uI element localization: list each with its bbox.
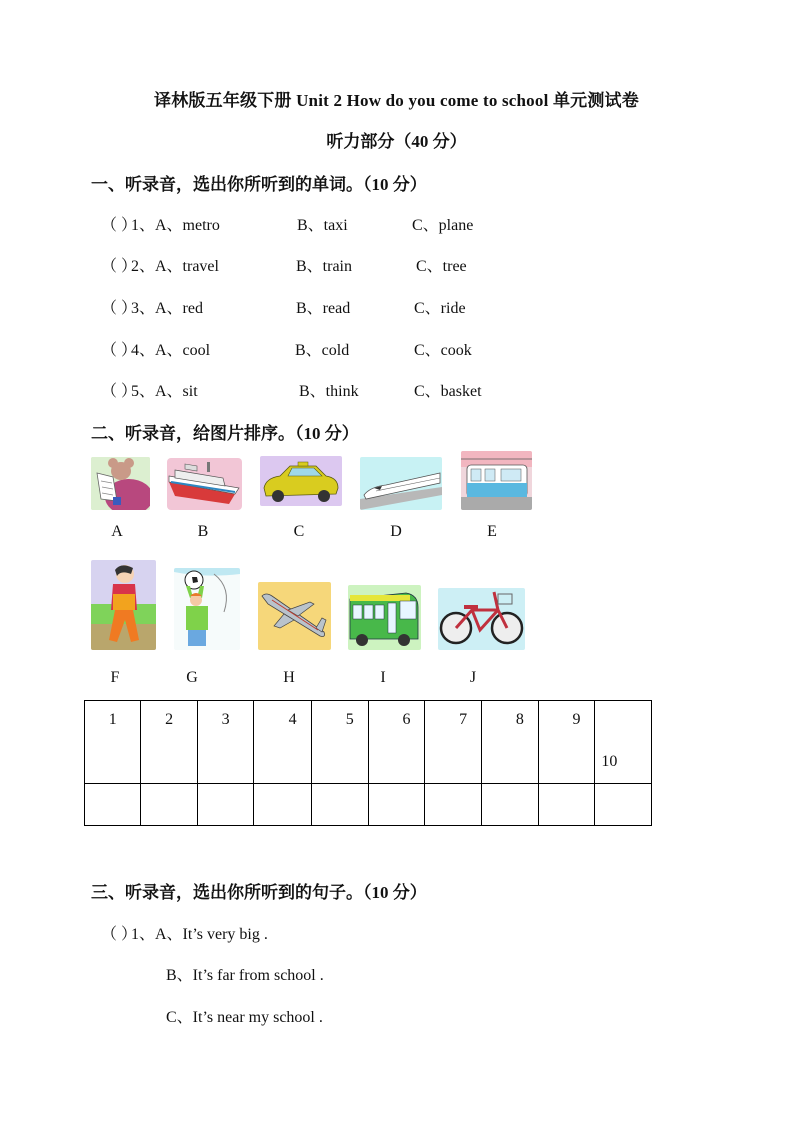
order-number: 5 (345, 711, 354, 728)
picture-label-f: F (110, 669, 120, 686)
picture-f-girl-walking (91, 560, 156, 650)
answer-blank[interactable]: （ ） (101, 258, 138, 275)
page-title: 译林版五年级下册 Unit 2 How do you come to school 单元测试卷 (154, 91, 639, 110)
table-header-row (85, 701, 652, 784)
section2-heading: 二、听录音，给图片排序。（10 分） (91, 424, 359, 443)
option-b: B、train (296, 258, 352, 275)
picture-label-d: D (390, 523, 402, 540)
ship-icon (167, 458, 242, 510)
page-subtitle: 听力部分（40 分） (326, 132, 467, 151)
table-cell (85, 701, 141, 784)
table-cell (425, 701, 482, 784)
picture-i-bus (348, 585, 421, 650)
picture-label-h: H (283, 669, 295, 686)
option-a: 1、A、metro (131, 217, 220, 234)
picture-e-metro (461, 451, 532, 510)
girl-walking-icon (91, 560, 156, 650)
answer-cell[interactable] (425, 784, 482, 826)
picture-b-ship (167, 458, 242, 510)
bike-icon (438, 588, 525, 650)
picture-label-i: I (380, 669, 386, 686)
metro-icon (461, 451, 532, 510)
answer-cell[interactable] (197, 784, 253, 826)
table-cell (254, 701, 312, 784)
option-a: 3、A、red (131, 300, 203, 317)
table-answer-row (85, 784, 652, 826)
picture-h-plane (258, 582, 331, 650)
option-b: B、taxi (297, 217, 348, 234)
order-number: 9 (572, 711, 581, 728)
option-b: B、read (296, 300, 351, 317)
table-cell (481, 701, 538, 784)
answer-blank[interactable]: （ ） (101, 383, 138, 400)
football-player-icon (174, 568, 240, 650)
order-number: 3 (221, 711, 230, 728)
picture-label-j: J (469, 669, 477, 686)
order-number: 6 (402, 711, 411, 728)
picture-label-g: G (186, 669, 198, 686)
picture-label-c: C (293, 523, 305, 540)
option-a: 4、A、cool (131, 342, 211, 359)
ordering-answer-table (84, 700, 652, 826)
order-number: 2 (165, 711, 174, 728)
picture-label-e: E (487, 523, 497, 540)
picture-j-bike (438, 588, 525, 650)
answer-cell[interactable] (254, 784, 312, 826)
order-number: 4 (288, 711, 297, 728)
answer-blank[interactable]: （ ） (101, 300, 138, 317)
order-number: 1 (108, 711, 117, 728)
answer-cell[interactable] (368, 784, 425, 826)
option-c: C、It’s near my school . (166, 1009, 323, 1026)
plane-icon (258, 582, 331, 650)
bus-icon (348, 585, 421, 650)
option-a: 2、A、travel (131, 258, 219, 275)
order-number: 7 (459, 711, 468, 728)
picture-d-high-speed-train (360, 457, 442, 510)
picture-a-mouse-reading (91, 457, 150, 510)
option-c: C、ride (414, 300, 466, 317)
option-b: B、It’s far from school . (166, 967, 324, 984)
table-cell (311, 701, 368, 784)
option-b: B、cold (295, 342, 350, 359)
answer-cell[interactable] (481, 784, 538, 826)
table-cell (141, 701, 197, 784)
answer-cell[interactable] (85, 784, 141, 826)
option-c: C、cook (414, 342, 472, 359)
option-a: 5、A、sit (131, 383, 198, 400)
picture-label-a: A (111, 523, 123, 540)
picture-g-boy-catching-ball (174, 568, 240, 650)
answer-blank[interactable]: （ ） (101, 217, 138, 234)
answer-cell[interactable] (141, 784, 197, 826)
option-c: C、tree (416, 258, 467, 275)
section1-heading: 一、听录音，选出你所听到的单词。（10 分） (91, 175, 427, 194)
train-icon (360, 457, 442, 510)
option-b: B、think (299, 383, 359, 400)
table-cell (538, 701, 595, 784)
section3-heading: 三、听录音，选出你所听到的句子。（10 分） (91, 883, 427, 902)
answer-cell[interactable] (595, 784, 652, 826)
answer-cell[interactable] (538, 784, 595, 826)
table-cell (368, 701, 425, 784)
option-a: 1、A、It’s very big . (131, 926, 268, 943)
answer-cell[interactable] (311, 784, 368, 826)
order-number: 10 (601, 753, 618, 770)
picture-c-taxi (260, 456, 342, 506)
picture-label-b: B (197, 523, 209, 540)
answer-blank[interactable]: （ ） (101, 926, 138, 943)
mouse-reading-icon (91, 457, 150, 510)
answer-blank[interactable]: （ ） (101, 342, 138, 359)
table-cell (595, 701, 652, 784)
option-c: C、basket (414, 383, 482, 400)
taxi-icon (260, 456, 342, 506)
option-c: C、plane (412, 217, 474, 234)
table-cell (197, 701, 253, 784)
order-number: 8 (515, 711, 524, 728)
